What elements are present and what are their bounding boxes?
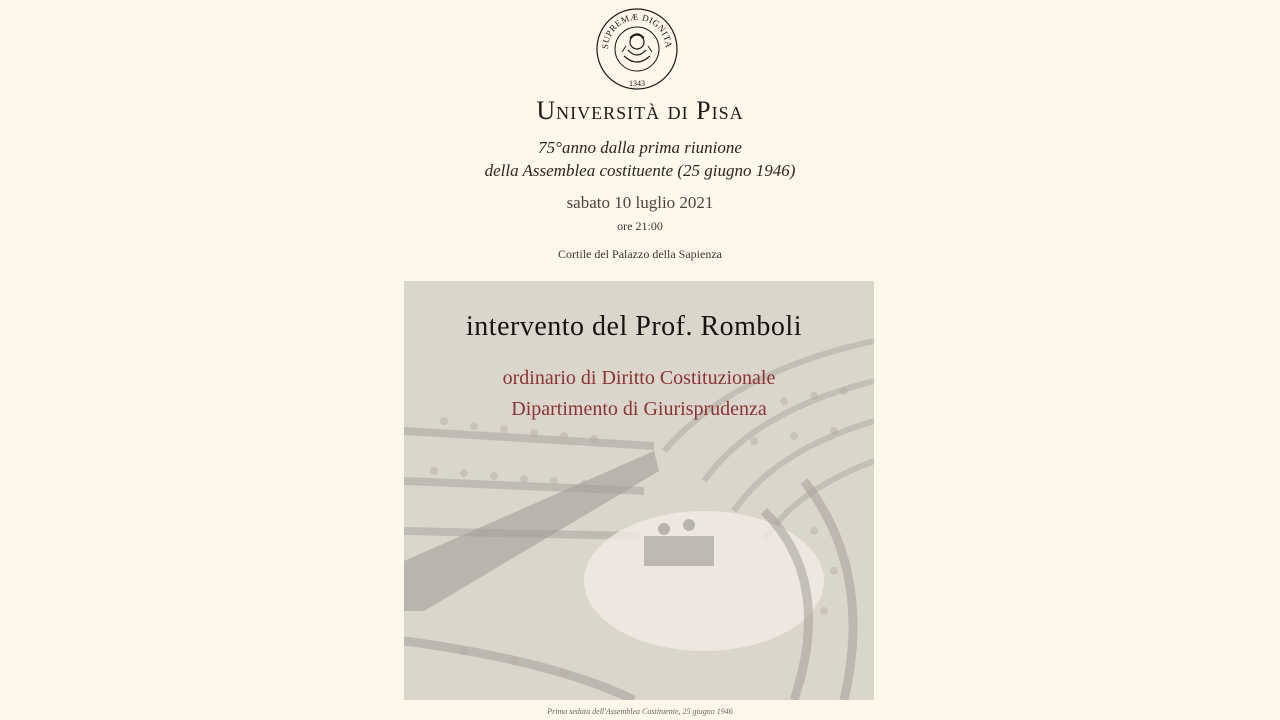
photo-caption: Prima seduta dell'Assemblea Costituente, 25 giugno 1946 [547, 707, 733, 716]
svg-text:1343: 1343 [629, 79, 645, 88]
assembly-photo [404, 281, 874, 700]
event-time: ore 21:00 [617, 219, 663, 233]
speaker-role-line1: ordinario di Diritto Costituzionale [502, 367, 776, 389]
speaker-title: intervento del Prof. Romboli [466, 311, 802, 342]
svg-text:IN SUPREMÆ DIGNITATIS: SUPREMÆ DIGNITA [599, 11, 675, 50]
university-name: Università di Pisa [536, 96, 744, 125]
university-seal-logo [594, 6, 680, 92]
event-date: sabato 10 luglio 2021 [566, 193, 714, 212]
event-subtitle-line2: della Assemblea costituente (25 giugno 1946) [484, 161, 796, 180]
photo-overlay [404, 281, 874, 700]
event-subtitle-line1: 75°anno dalla prima riunione [538, 138, 742, 157]
event-venue: Cortile del Palazzo della Sapienza [558, 247, 722, 261]
speaker-role-line2: Dipartimento di Giurisprudenza [511, 398, 767, 420]
